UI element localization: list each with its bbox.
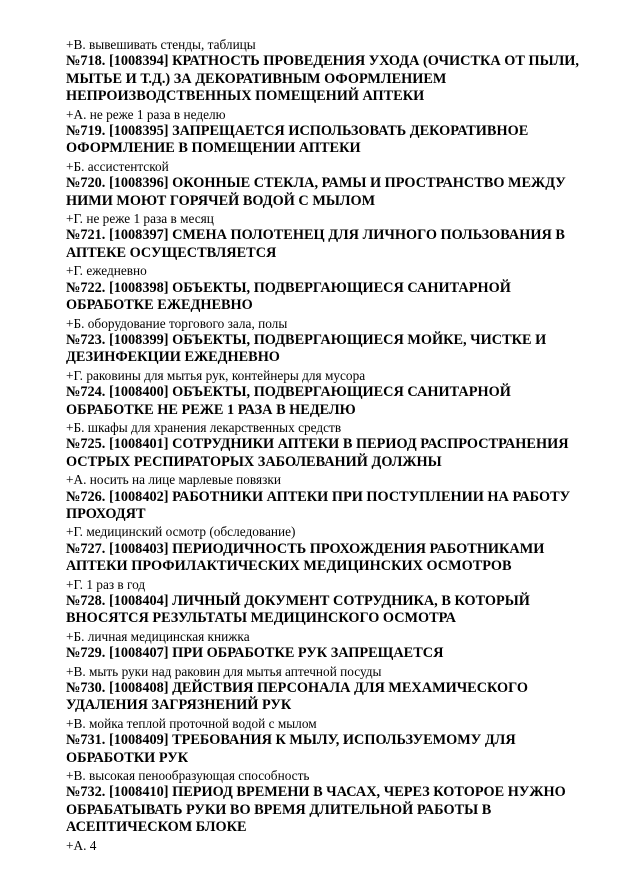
question-text: №721. [1008397] СМЕНА ПОЛОТЕНЕЦ ДЛЯ ЛИЧНОГО ПОЛЬЗОВАНИЯ В АПТЕКЕ ОСУЩЕСТВЛЯЕТСЯ: [66, 227, 565, 261]
question-text: №730. [1008408] ДЕЙСТВИЯ ПЕРСОНАЛА ДЛЯ МЕХАМИЧЕСКОГО УДАЛЕНИЯ ЗАГРЯЗНЕНИЙ РУК: [66, 680, 529, 714]
question-text: №725. [1008401] СОТРУДНИКИ АПТЕКИ В ПЕРИОД РАСПРОСТРАНЕНИЯ ОСТРЫХ РЕСПИРАТОРЫХ ЗАБОЛЕВАНИЙ ДОЛЖНЫ: [66, 436, 569, 470]
question-item: [66, 645, 586, 680]
answer-text: +Г. не реже 1 раза в месяц: [66, 211, 214, 227]
answer-text: +А. не реже 1 раза в неделю: [66, 106, 226, 122]
question-item: [66, 384, 586, 436]
question-item: [66, 593, 586, 645]
answer-text: +В. вывешивать стенды, таблицы: [66, 37, 256, 52]
question-item: [66, 784, 586, 854]
question-text: №731. [1008409] ТРЕБОВАНИЯ К МЫЛУ, ИСПОЛЬЗУЕМОМУ ДЛЯ ОБРАБОТКИ РУК: [66, 732, 516, 766]
question-item: [66, 680, 586, 732]
question-item: [66, 280, 586, 332]
question-text: №728. [1008404] ЛИЧНЫЙ ДОКУМЕНТ СОТРУДНИКА, В КОТОРЫЙ ВНОСЯТСЯ РЕЗУЛЬТАТЫ МЕДИЦИНСКОГО ОСМОТРА: [66, 593, 530, 627]
document-page: [66, 36, 586, 854]
answer-text: +В. высокая пенообразующая способность: [66, 768, 310, 784]
answer-text: +Б. личная медицинская книжка: [66, 628, 250, 644]
answer-text: +В. мойка теплой проточной водой с мылом: [66, 715, 317, 731]
question-text: №729. [1008407] ПРИ ОБРАБОТКЕ РУК ЗАПРЕЩАЕТСЯ: [66, 645, 444, 662]
question-item: [66, 436, 586, 488]
answer-text: +Б. оборудование торгового зала, полы: [66, 315, 288, 331]
question-item: [66, 332, 586, 384]
question-text: №723. [1008399] ОБЪЕКТЫ, ПОДВЕРГАЮЩИЕСЯ МОЙКЕ, ЧИСТКЕ И ДЕЗИНФЕКЦИИ ЕЖЕДНЕВНО: [66, 331, 547, 366]
answer-text: +А. 4: [66, 837, 97, 853]
question-text: №732. [1008410] ПЕРИОД ВРЕМЕНИ В ЧАСАХ, ЧЕРЕЗ КОТОРОЕ НУЖНО ОБРАБАТЫВАТЬ РУКИ ВО ВРЕМЯ ДЛИТЕЛЬНОЙ РАБОТЫ В АСЕПТИЧЕСКОМ БЛОКЕ: [66, 784, 566, 836]
answer-text: +Б. шкафы для хранения лекарственных средств: [66, 419, 342, 435]
answer-text: +Г. 1 раз в год: [66, 576, 146, 592]
question-text: №724. [1008400] ОБЪЕКТЫ, ПОДВЕРГАЮЩИЕСЯ САНИТАРНОЙ ОБРАБОТКЕ НЕ РЕЖЕ 1 РАЗА В НЕДЕЛЮ: [66, 384, 511, 418]
question-item: [66, 53, 586, 123]
question-text: №718. [1008394] КРАТНОСТЬ ПРОВЕДЕНИЯ УХОДА (ОЧИСТКА ОТ ПЫЛИ, МЫТЬЕ И Т.Д.) ЗА ДЕКОРАТИВНЫМ ОФОРМЛЕНИЕМ НЕПРОИЗВОДСТВЕННЫХ ПОМЕЩЕНИЙ АПТЕКИ: [66, 53, 579, 105]
question-item: [66, 227, 586, 279]
question-text: №720. [1008396] ОКОННЫЕ СТЕКЛА, РАМЫ И ПРОСТРАНСТВО МЕЖДУ НИМИ МОЮТ ГОРЯЧЕЙ ВОДОЙ С МЫЛОМ: [66, 175, 566, 209]
question-item: [66, 489, 586, 541]
answer-text: +В. мыть руки над раковин для мытья аптечной посуды: [66, 663, 382, 679]
question-text: №727. [1008403] ПЕРИОДИЧНОСТЬ ПРОХОЖДЕНИЯ РАБОТНИКАМИ АПТЕКИ ПРОФИЛАКТИЧЕСКИХ МЕДИЦИНСКИХ ОСМОТРОВ: [66, 540, 545, 575]
question-item: [66, 732, 586, 784]
question-list: [66, 53, 586, 854]
answer-text: +Г. раковины для мытья рук, контейнеры для мусора: [66, 367, 366, 383]
question-text: №719. [1008395] ЗАПРЕЩАЕТСЯ ИСПОЛЬЗОВАТЬ ДЕКОРАТИВНОЕ ОФОРМЛЕНИЕ В ПОМЕЩЕНИИ АПТЕКИ: [66, 123, 529, 157]
question-item: [66, 175, 586, 227]
answer-text: +Г. медицинский осмотр (обследование): [66, 524, 296, 540]
question-text: №722. [1008398] ОБЪЕКТЫ, ПОДВЕРГАЮЩИЕСЯ САНИТАРНОЙ ОБРАБОТКЕ ЕЖЕДНЕВНО: [66, 279, 511, 314]
question-item: [66, 541, 586, 593]
answer-text: +А. носить на лице марлевые повязки: [66, 472, 281, 488]
answer-text: +Г. ежедневно: [66, 263, 147, 279]
answer-text: +Б. ассистентской: [66, 158, 169, 174]
question-item: [66, 123, 586, 175]
question-text: №726. [1008402] РАБОТНИКИ АПТЕКИ ПРИ ПОСТУПЛЕНИИ НА РАБОТУ ПРОХОДЯТ: [66, 488, 571, 522]
